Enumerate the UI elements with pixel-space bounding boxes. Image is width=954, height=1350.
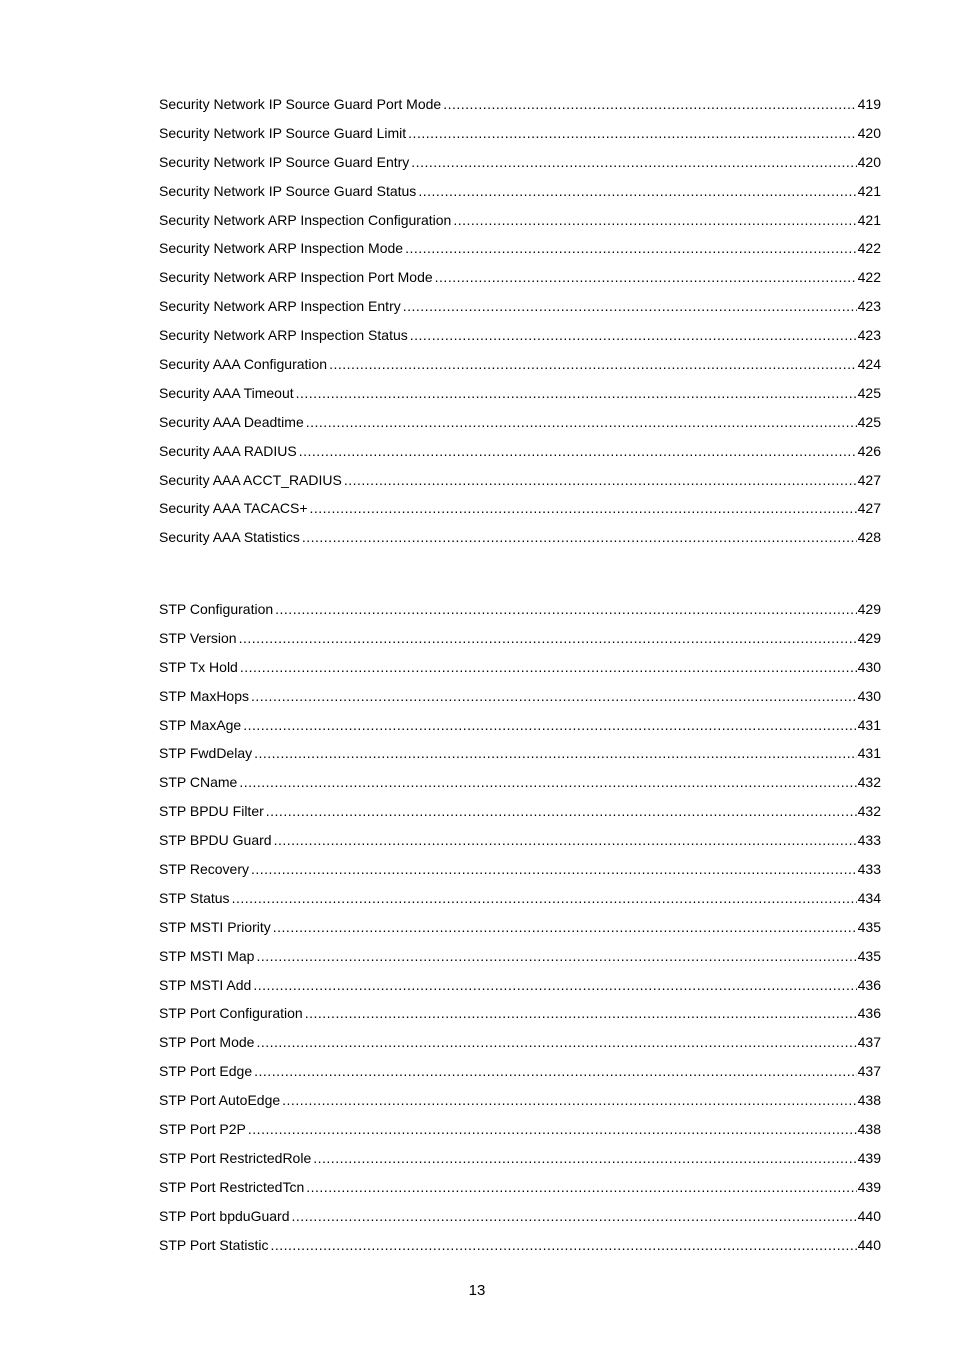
toc-entry-page: 434: [857, 889, 881, 906]
toc-dot-leader: [240, 653, 857, 682]
toc-dot-leader: [254, 1057, 857, 1086]
toc-entry[interactable]: [159, 148, 881, 177]
toc-section-stp: [159, 595, 881, 1259]
toc-entry-page: 428: [857, 529, 881, 546]
toc-entry-page: 420: [857, 153, 881, 170]
toc-entry-title: STP BPDU Filter: [159, 803, 264, 820]
toc-entry-title: STP Port AutoEdge: [159, 1092, 281, 1109]
toc-entry-title: Security Network ARP Inspection Mode: [159, 240, 404, 257]
toc-dot-leader: [251, 682, 857, 711]
toc-dot-leader: [408, 119, 856, 148]
toc-entry[interactable]: [159, 855, 881, 884]
toc-entry-page: 439: [857, 1178, 881, 1195]
toc-entry[interactable]: [159, 595, 881, 624]
toc-entry-page: 423: [857, 327, 881, 344]
toc-entry[interactable]: [159, 263, 881, 292]
toc-entry[interactable]: [159, 177, 881, 206]
toc-entry-page: 423: [857, 298, 881, 315]
toc-entry[interactable]: [159, 494, 881, 523]
toc-entry-page: 438: [857, 1121, 881, 1138]
toc-entry-page: 430: [857, 658, 881, 675]
toc-entry[interactable]: [159, 624, 881, 653]
toc-entry[interactable]: [159, 1144, 881, 1173]
toc-dot-leader: [453, 206, 856, 235]
toc-dot-leader: [248, 1115, 857, 1144]
toc-dot-leader: [274, 826, 857, 855]
toc-entry[interactable]: [159, 942, 881, 971]
toc-entry[interactable]: [159, 523, 881, 552]
toc-entry-page: 432: [857, 774, 881, 791]
toc-entry-title: STP FwdDelay: [159, 745, 253, 762]
toc-entry-page: 435: [857, 918, 881, 935]
toc-entry[interactable]: [159, 1115, 881, 1144]
toc-dot-leader: [299, 437, 857, 466]
toc-entry[interactable]: [159, 1173, 881, 1202]
toc-entry[interactable]: [159, 913, 881, 942]
toc-entry-title: Security AAA Configuration: [159, 356, 328, 373]
toc-entry[interactable]: [159, 1057, 881, 1086]
toc-entry[interactable]: [159, 797, 881, 826]
toc-dot-leader: [254, 739, 857, 768]
toc-entry-page: 431: [857, 716, 881, 733]
toc-entry-title: STP Port P2P: [159, 1121, 246, 1138]
toc-dot-leader: [306, 1173, 856, 1202]
toc-entry-title: STP Port Edge: [159, 1063, 253, 1080]
toc-entry[interactable]: [159, 119, 881, 148]
toc-dot-leader: [270, 1231, 856, 1260]
toc-dot-leader: [306, 408, 857, 437]
toc-dot-leader: [266, 797, 857, 826]
toc-entry-page: 439: [857, 1149, 881, 1166]
toc-entry-title: Security Network IP Source Guard Limit: [159, 124, 407, 141]
toc-dot-leader: [329, 350, 857, 379]
toc-entry-page: 422: [857, 240, 881, 257]
toc-entry-title: STP Port bpduGuard: [159, 1207, 290, 1224]
toc-entry[interactable]: [159, 466, 881, 495]
toc-entry-title: STP MSTI Map: [159, 947, 255, 964]
toc-entry-page: 431: [857, 745, 881, 762]
toc-entry-title: Security Network ARP Inspection Status: [159, 327, 408, 344]
toc-entry-title: Security AAA RADIUS: [159, 442, 297, 459]
toc-dot-leader: [443, 90, 856, 119]
toc-entry-title: STP Port RestrictedTcn: [159, 1178, 305, 1195]
toc-entry-title: STP Recovery: [159, 861, 249, 878]
toc-entry[interactable]: [159, 711, 881, 740]
toc-entry-title: STP MaxHops: [159, 687, 249, 704]
toc-entry[interactable]: [159, 350, 881, 379]
toc-dot-leader: [275, 595, 857, 624]
toc-entry-title: STP Configuration: [159, 601, 274, 617]
toc-entry-title: STP Port RestrictedRole: [159, 1149, 312, 1166]
toc-entry-page: 420: [857, 124, 881, 141]
toc-dot-leader: [410, 321, 857, 350]
toc-entry[interactable]: [159, 206, 881, 235]
toc-entry-page: 435: [857, 947, 881, 964]
toc-entry[interactable]: [159, 884, 881, 913]
toc-entry-title: STP CName: [159, 774, 238, 791]
toc-dot-leader: [239, 768, 856, 797]
toc-entry-title: Security AAA TACACS+: [159, 500, 308, 517]
toc-entry-title: STP Tx Hold: [159, 658, 238, 675]
toc-entry-title: STP Port Configuration: [159, 1005, 303, 1022]
toc-dot-leader: [282, 1086, 856, 1115]
toc-entry[interactable]: [159, 1086, 881, 1115]
toc-entry-page: 425: [857, 413, 881, 430]
toc-entry[interactable]: [159, 437, 881, 466]
toc-entry-title: STP Port Mode: [159, 1034, 255, 1051]
toc-dot-leader: [256, 942, 856, 971]
toc-entry-page: 438: [857, 1092, 881, 1109]
toc-entry-title: Security Network ARP Inspection Port Mode: [159, 269, 433, 286]
toc-entry-title: STP MSTI Priority: [159, 918, 271, 935]
toc-entry[interactable]: [159, 653, 881, 682]
toc-entry-page: 433: [857, 832, 881, 849]
toc-entry-title: STP MSTI Add: [159, 976, 252, 993]
toc-entry-title: STP Version: [159, 629, 237, 646]
toc-dot-leader: [239, 624, 857, 653]
toc-entry-title: STP Port Statistic: [159, 1236, 269, 1253]
toc-dot-leader: [305, 999, 857, 1028]
toc-dot-leader: [296, 379, 857, 408]
toc-entry-page: 424: [857, 356, 881, 373]
toc-entry-title: Security AAA Statistics: [159, 529, 300, 546]
toc-entry-title: STP BPDU Guard: [159, 832, 272, 849]
toc-entry-page: 422: [857, 269, 881, 286]
toc-entry-page: 429: [857, 629, 881, 646]
toc-entry-title: Security Network ARP Inspection Configuration: [159, 211, 452, 228]
toc-dot-leader: [243, 711, 856, 740]
toc-dot-leader: [291, 1202, 856, 1231]
toc-entry[interactable]: [159, 321, 881, 350]
toc-entry[interactable]: [159, 408, 881, 437]
toc-entry-page: 429: [857, 601, 881, 617]
toc-dot-leader: [418, 177, 856, 206]
toc-dot-leader: [253, 971, 856, 1000]
toc-dot-leader: [273, 913, 857, 942]
toc-entry[interactable]: [159, 1202, 881, 1231]
toc-section-security: [159, 90, 881, 552]
toc-entry-page: 436: [857, 1005, 881, 1022]
toc-entry-page: 430: [857, 687, 881, 704]
toc-entry-page: 427: [857, 471, 881, 488]
toc-entry[interactable]: [159, 379, 881, 408]
toc-entry-title: Security Network IP Source Guard Port Mode: [159, 96, 442, 112]
toc-dot-leader: [251, 855, 857, 884]
toc-entry[interactable]: [159, 1028, 881, 1057]
toc-entry-page: 419: [857, 96, 881, 112]
toc-entry-page: 440: [857, 1207, 881, 1224]
toc-entry[interactable]: [159, 292, 881, 321]
toc-entry[interactable]: [159, 999, 881, 1028]
toc-entry[interactable]: [159, 1231, 881, 1260]
toc-entry-title: Security Network ARP Inspection Entry: [159, 298, 401, 315]
toc-entry-page: 425: [857, 384, 881, 401]
toc-entry[interactable]: [159, 234, 881, 263]
toc-dot-leader: [403, 292, 857, 321]
toc-entry-page: 421: [857, 182, 881, 199]
toc-entry-page: 436: [857, 976, 881, 993]
toc-dot-leader: [405, 234, 857, 263]
toc-dot-leader: [256, 1028, 856, 1057]
toc-entry-page: 437: [857, 1063, 881, 1080]
toc-entry-page: 433: [857, 861, 881, 878]
toc-entry-title: STP Status: [159, 889, 230, 906]
page-number: 13: [468, 1282, 486, 1299]
toc-dot-leader: [435, 263, 857, 292]
toc-entry-title: STP MaxAge: [159, 716, 242, 733]
toc-dot-leader: [313, 1144, 856, 1173]
toc-entry-title: Security AAA Deadtime: [159, 413, 304, 430]
toc-entry[interactable]: [159, 682, 881, 711]
toc-entry-page: 440: [857, 1236, 881, 1253]
toc-entry-page: 432: [857, 803, 881, 820]
toc-entry[interactable]: [159, 768, 881, 797]
toc-entry-title: Security Network IP Source Guard Status: [159, 182, 417, 199]
toc-entry-page: 427: [857, 500, 881, 517]
toc-entry-title: Security Network IP Source Guard Entry: [159, 153, 410, 170]
toc-dot-leader: [302, 523, 857, 552]
toc-entry[interactable]: [159, 739, 881, 768]
toc-dot-leader: [232, 884, 857, 913]
toc-entry-page: 437: [857, 1034, 881, 1051]
toc-dot-leader: [310, 494, 857, 523]
toc-entry-title: Security AAA Timeout: [159, 384, 294, 401]
toc-entry-page: 421: [857, 211, 881, 228]
toc-entry[interactable]: [159, 826, 881, 855]
toc-dot-leader: [411, 148, 856, 177]
toc-entry-title: Security AAA ACCT_RADIUS: [159, 471, 342, 488]
toc-dot-leader: [344, 466, 857, 495]
toc-entry-page: 426: [857, 442, 881, 459]
toc-entry[interactable]: [159, 971, 881, 1000]
toc-entry[interactable]: [159, 90, 881, 119]
